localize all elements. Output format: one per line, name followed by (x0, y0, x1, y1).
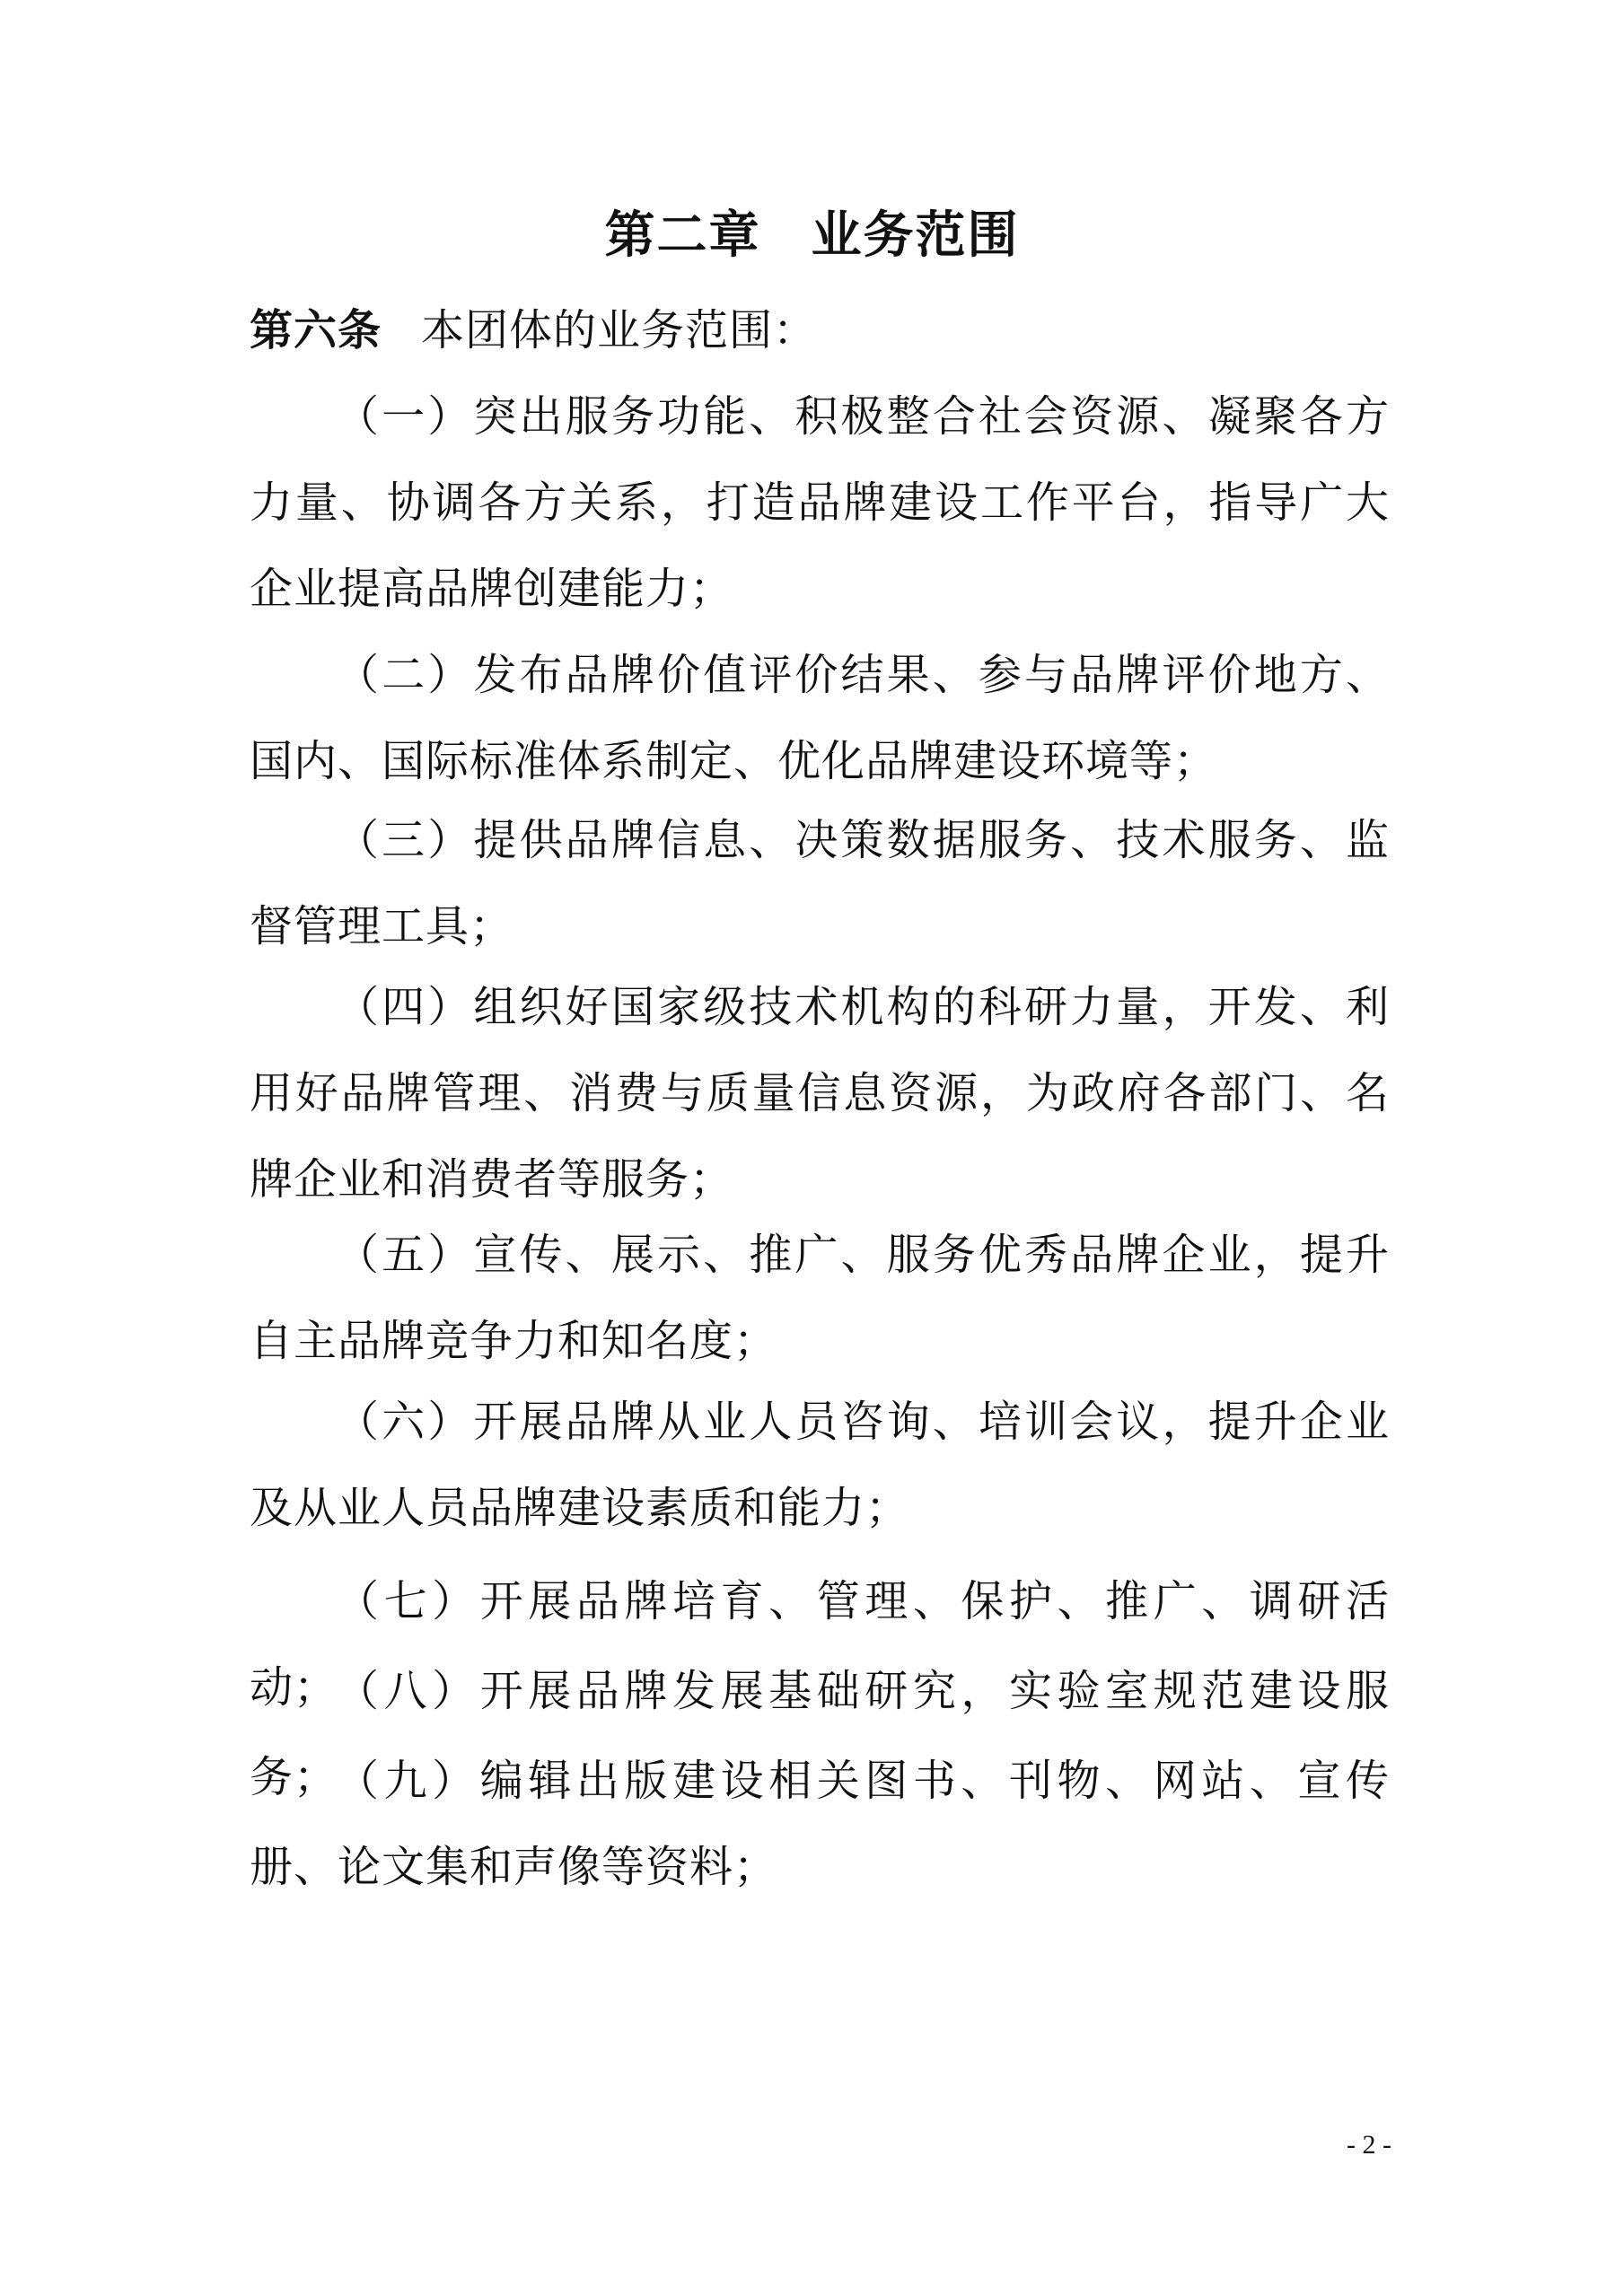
chapter-number: 第二章 (604, 206, 761, 265)
article-label: 第六条 (250, 305, 382, 355)
scope-item-5: （五）宣传、展示、推广、服务优秀品牌企业，提升自主品牌竞争力和知名度； (250, 1230, 1390, 1366)
article-heading (250, 287, 1390, 373)
scope-item-7: （七）开展品牌培育、管理、保护、推广、调研活动； (250, 1576, 1390, 1713)
scope-item-8: （八）开展品牌发展基础研究，实验室规范建设服务； (250, 1666, 1390, 1802)
article-intro: 本团体的业务范围： (421, 305, 818, 355)
scope-item-6: （六）开展品牌从业人员咨询、培训会议，提升企业及从业人员品牌建设素质和能力； (250, 1397, 1390, 1533)
chapter-title (0, 199, 1624, 271)
chapter-name: 业务范围 (811, 206, 1020, 265)
scope-item-4: （四）组织好国家级技术机构的科研力量，开发、利用好品牌管理、消费与质量信息资源，为政府各部门、名牌企业和消费者等服务； (250, 982, 1390, 1205)
scope-item-2: （二）发布品牌价值评价结果、参与品牌评价地方、国内、国际标准体系制定、优化品牌建设环境等； (250, 650, 1390, 786)
page-number: - 2 - (1347, 2130, 1391, 2160)
scope-item-3: （三）提供品牌信息、决策数据服务、技术服务、监督管理工具； (250, 815, 1390, 951)
scope-item-9: （九）编辑出版建设相关图书、刊物、网站、宣传册、论文集和声像等资料； (250, 1756, 1390, 1892)
scope-item-1: （一）突出服务功能、积极整合社会资源、凝聚各方力量、协调各方关系，打造品牌建设工作平台，指导广大企业提高品牌创建能力； (250, 391, 1390, 614)
